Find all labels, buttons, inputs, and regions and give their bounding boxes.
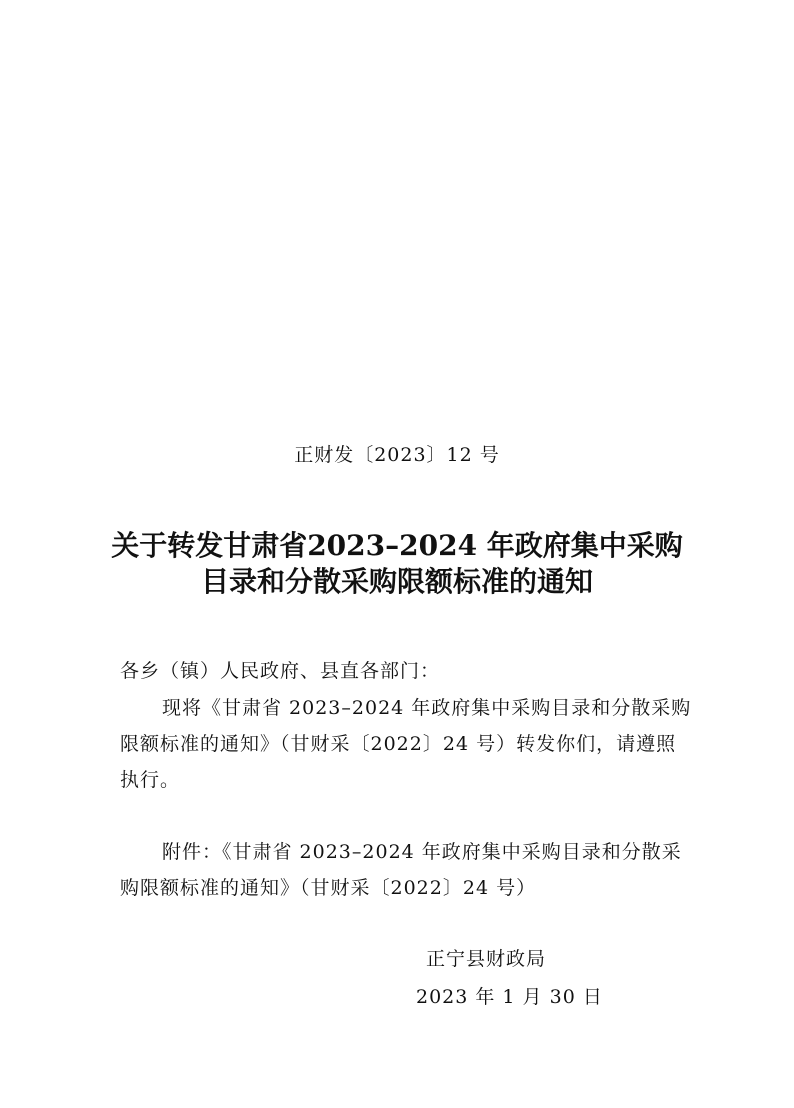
attachment-paragraph — [120, 834, 680, 906]
body-line-1: 现将《甘肃省 2023–2024 年政府集中采购目录和分散采购 — [162, 697, 692, 719]
signature-date: 2023 年 1 月 30 日 — [416, 986, 603, 1008]
body-paragraph — [120, 690, 692, 798]
body-line-2: 限额标准的通知》（甘财采〔2022〕24 号）转发你们，请遵照 — [120, 733, 677, 755]
attachment-line-2: 购限额标准的通知》（甘财采〔2022〕24 号） — [120, 877, 537, 899]
document-number: 正财发〔2023〕12 号 — [294, 444, 500, 466]
document-title — [0, 528, 794, 600]
salutation: 各乡（镇）人民政府、县直各部门： — [120, 660, 441, 682]
body-line-3: 执行。 — [120, 769, 181, 791]
signature-organization: 正宁县财政局 — [426, 948, 547, 970]
title-line-1: 关于转发甘肃省2023–2024 年政府集中采购 — [111, 529, 683, 562]
attachment-line-1: 附件：《甘肃省 2023–2024 年政府集中采购目录和分散采 — [162, 841, 682, 863]
title-line-2: 目录和分散采购限额标准的通知 — [200, 565, 593, 598]
